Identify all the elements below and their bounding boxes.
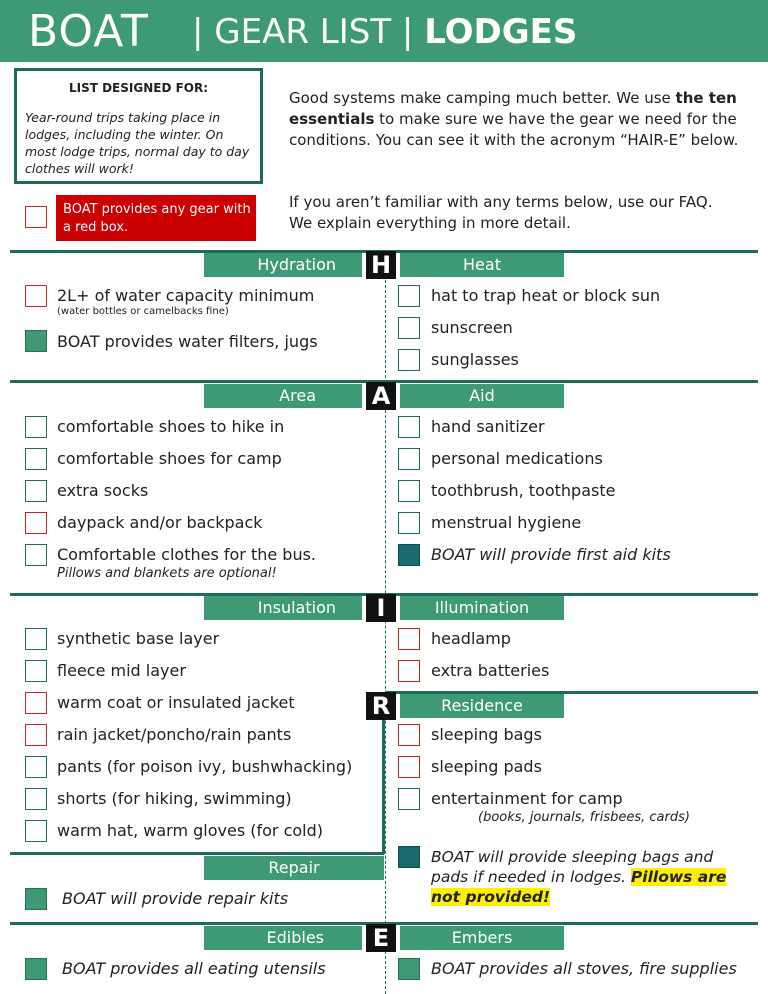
checkbox-warm-hat[interactable] — [25, 820, 47, 842]
letter-a: A — [366, 382, 396, 410]
checkbox-coat[interactable] — [25, 692, 47, 714]
intro-text-a: Good systems make camping much better. We use — [289, 89, 676, 107]
note-entertainment: (books, journals, frisbees, cards) — [478, 810, 690, 825]
section-insulation: Insulation — [204, 596, 362, 620]
note-water: (water bottles or camelbacks fine) — [57, 306, 229, 317]
item-batteries: extra batteries — [431, 661, 550, 680]
item-utensils: BOAT provides all eating utensils — [62, 959, 326, 978]
faq-paragraph: If you aren’t familiar with any terms below, use our FAQ. We explain everything in more detail. — [289, 193, 713, 232]
intro-text-c: to make sure we have the gear we need for the conditions. You can see it with the acronym “HAIR-E” below. — [289, 110, 739, 149]
title-separator: | GEAR LIST | — [192, 12, 414, 52]
checkbox-sleep-provide[interactable] — [398, 846, 420, 868]
not-provided-highlight: not provided! — [431, 888, 551, 906]
section-hydration: Hydration — [204, 253, 362, 277]
checkbox-sanitizer[interactable] — [398, 416, 420, 438]
item-sleeping-bags: sleeping bags — [431, 725, 542, 744]
checkbox-daypack[interactable] — [25, 512, 47, 534]
checkbox-sleeping-pads[interactable] — [398, 756, 420, 778]
section-embers: Embers — [400, 926, 564, 950]
item-hat: hat to trap heat or block sun — [431, 286, 661, 305]
red-box-legend — [56, 195, 256, 241]
checkbox-sunglasses[interactable] — [398, 349, 420, 371]
checkbox-filters[interactable] — [25, 330, 47, 352]
letter-r: R — [366, 692, 396, 720]
boat-logo: BOAT — [28, 6, 149, 57]
checkbox-shorts[interactable] — [25, 788, 47, 810]
item-warm-hat: warm hat, warm gloves (for cold) — [57, 821, 323, 840]
checkbox-sunscreen[interactable] — [398, 317, 420, 339]
item-stoves: BOAT provides all stoves, fire supplies — [431, 959, 737, 978]
checkbox-clothes-bus[interactable] — [25, 544, 47, 566]
checkbox-hat[interactable] — [398, 285, 420, 307]
checkbox-entertainment[interactable] — [398, 788, 420, 810]
letter-i: I — [366, 594, 396, 622]
item-clothes-bus: Comfortable clothes for the bus. — [57, 545, 317, 564]
checkbox-water[interactable] — [25, 285, 47, 307]
designed-for-title: LIST DESIGNED FOR: — [68, 81, 209, 95]
item-shoes-hike: comfortable shoes to hike in — [57, 417, 285, 436]
ten-essentials: the ten essentials — [289, 89, 737, 128]
section-heat: Heat — [400, 253, 564, 277]
item-sanitizer: hand sanitizer — [431, 417, 545, 436]
checkbox-toothbrush[interactable] — [398, 480, 420, 502]
checkbox-medications[interactable] — [398, 448, 420, 470]
item-shorts: shorts (for hiking, swimming) — [57, 789, 292, 808]
item-base-layer: synthetic base layer — [57, 629, 220, 648]
designed-for-text: Year-round trips taking place in lodges, including the winter. On most lodge trips, normal day to day clothes will work! — [25, 110, 250, 176]
item-sunscreen: sunscreen — [431, 318, 513, 337]
checkbox-repair-kits[interactable] — [25, 888, 47, 910]
designed-for-box — [14, 68, 263, 184]
item-medications: personal medications — [431, 449, 603, 468]
item-filters: BOAT provides water filters, jugs — [57, 332, 318, 351]
item-toothbrush: toothbrush, toothpaste — [431, 481, 616, 500]
item-sunglasses: sunglasses — [431, 350, 519, 369]
sleep-provide-line1: BOAT will provide sleeping bags and — [431, 848, 714, 866]
checkbox-base-layer[interactable] — [25, 628, 47, 650]
checkbox-batteries[interactable] — [398, 660, 420, 682]
letter-e: E — [366, 924, 396, 952]
letter-h: H — [366, 251, 396, 279]
checkbox-mid-layer[interactable] — [25, 660, 47, 682]
item-menstrual: menstrual hygiene — [431, 513, 582, 532]
section-illumination: Illumination — [400, 596, 564, 620]
item-sleep-provide — [431, 847, 726, 907]
checkbox-socks[interactable] — [25, 480, 47, 502]
checkbox-first-aid[interactable] — [398, 544, 420, 566]
item-entertainment: entertainment for camp — [431, 789, 623, 808]
item-rain: rain jacket/poncho/rain pants — [57, 725, 292, 744]
item-water: 2L+ of water capacity minimum — [57, 286, 315, 305]
section-repair: Repair — [204, 856, 384, 880]
checkbox-pants[interactable] — [25, 756, 47, 778]
section-edibles: Edibles — [204, 926, 362, 950]
residence-border — [382, 720, 385, 854]
legend-checkbox[interactable] — [25, 206, 47, 228]
red-box-text: BOAT provides any gear with a red box. — [63, 202, 251, 235]
section-residence: Residence — [400, 694, 564, 718]
checkbox-menstrual[interactable] — [398, 512, 420, 534]
checkbox-stoves[interactable] — [398, 958, 420, 980]
sleep-provide-line2: pads if needed in lodges. — [431, 868, 631, 886]
item-mid-layer: fleece mid layer — [57, 661, 186, 680]
item-shoes-camp: comfortable shoes for camp — [57, 449, 282, 468]
note-pillows: Pillows and blankets are optional! — [57, 566, 277, 581]
divider-line — [10, 852, 384, 855]
item-repair-kits: BOAT will provide repair kits — [62, 889, 289, 908]
checkbox-shoes-hike[interactable] — [25, 416, 47, 438]
checkbox-sleeping-bags[interactable] — [398, 724, 420, 746]
checkbox-utensils[interactable] — [25, 958, 47, 980]
item-coat: warm coat or insulated jacket — [57, 693, 295, 712]
item-first-aid: BOAT will provide first aid kits — [431, 545, 671, 564]
page-title — [192, 12, 577, 52]
title-lodges: LODGES — [424, 12, 578, 52]
item-socks: extra socks — [57, 481, 149, 500]
section-area: Area — [204, 384, 362, 408]
checkbox-rain[interactable] — [25, 724, 47, 746]
item-pants: pants (for poison ivy, bushwhacking) — [57, 757, 353, 776]
item-sleeping-pads: sleeping pads — [431, 757, 542, 776]
section-aid: Aid — [400, 384, 564, 408]
item-daypack: daypack and/or backpack — [57, 513, 263, 532]
item-headlamp: headlamp — [431, 629, 511, 648]
checkbox-headlamp[interactable] — [398, 628, 420, 650]
checkbox-shoes-camp[interactable] — [25, 448, 47, 470]
pillows-highlight: Pillows are — [630, 868, 727, 886]
intro-paragraph — [289, 88, 739, 151]
